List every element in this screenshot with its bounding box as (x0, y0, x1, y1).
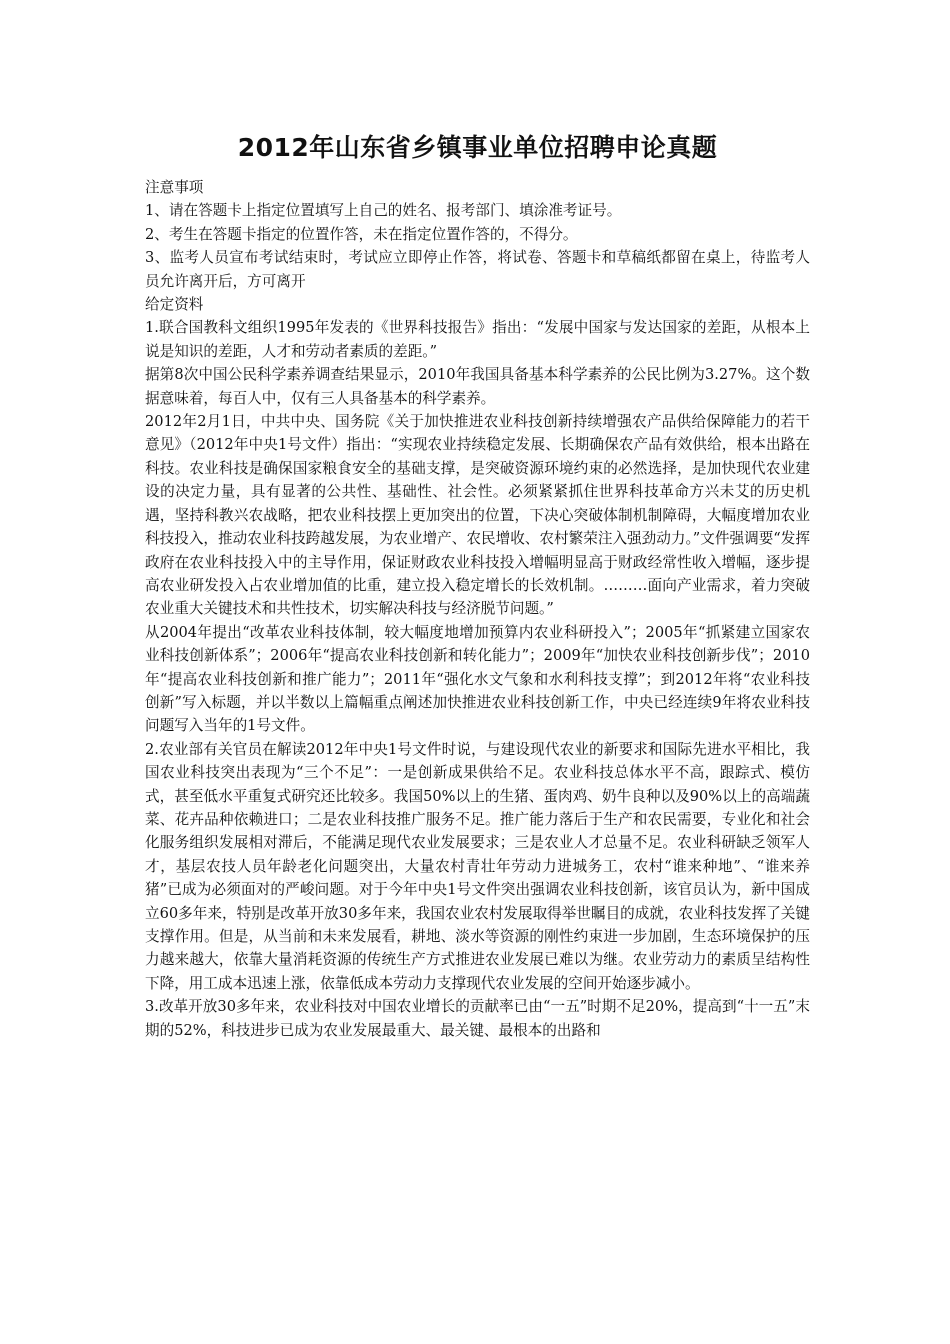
material-paragraph: 2.农业部有关官员在解读2012年中央1号文件时说，与建设现代农业的新要求和国际先进水平相比，我国农业科技突出表现为“三个不足”：一是创新成果供给不足。农业科技总体水平不高，跟踪式、模仿式，甚至低水平重复式研究还比较多。我国50%以上的生猪、蛋肉鸡、奶牛良种以及90%以上的高端蔬菜、花卉品种依赖进口；二是农业科技推广服务不足。推广能力落后于生产和农民需要，专业化和社会化服务组织发展相对滞后，不能满足现代农业发展要求；三是农业人才总量不足。农业科研缺乏领军人才，基层农技人员年龄老化问题突出，大量农村青壮年劳动力进城务工，农村“谁来种地”、“谁来养猪”已成为必须面对的严峻问题。对于今年中央1号文件突出强调农业科技创新，该官员认为，新中国成立60多年来，特别是改革开放30多年来，我国农业农村发展取得举世瞩目的成就，农业科技发挥了关键支撑作用。但是，从当前和未来发展看，耕地、淡水等资源的刚性约束进一步加剧，生态环境保护的压力越来越大，依靠大量消耗资源的传统生产方式推进农业发展已难以为继。农业劳动力的素质呈结构性下降，用工成本迅速上涨，依靠低成本劳动力支撑现代农业发展的空间开始逐步减小。 (145, 740, 810, 992)
material-paragraph: 1.联合国教科文组织1995年发表的《世界科技报告》指出：“发展中国家与发达国家的差距，从根本上说是知识的差距，人才和劳动者素质的差距。” (145, 319, 810, 360)
material-paragraph: 据第8次中国公民科学素养调查结果显示，2010年我国具备基本科学素养的公民比例为3.27%。这个数据意味着，每百人中，仅有三人具备基本的科学素养。 (145, 366, 810, 407)
document-body (145, 176, 810, 1042)
notice-item: 3、监考人员宣布考试结束时，考试应立即停止作答，将试卷、答题卡和草稿纸都留在桌上，待监考人员允许离开后，方可离开 (145, 249, 810, 290)
notice-heading: 注意事项 (145, 179, 204, 196)
material-paragraph: 从2004年提出“改革农业科技体制，较大幅度地增加预算内农业科研投入”；2005年“抓紧建立国家农业科技创新体系”；2006年“提高农业科技创新和转化能力”；2009年“加快农业科技创新步伐”；2010年“提高农业科技创新和推广能力”；2011年“强化水文气象和水利科技支撑”；到2012年将“农业科技创新”写入标题，并以半数以上篇幅重点阐述加快推进农业科技创新工作，中央已经连续9年将农业科技问题写入当年的1号文件。 (145, 623, 810, 735)
notice-item: 2、考生在答题卡指定的位置作答，未在指定位置作答的，不得分。 (145, 225, 578, 243)
materials-heading: 给定资料 (145, 296, 204, 314)
document-page (145, 128, 810, 1042)
document-title: 2012年山东省乡镇事业单位招聘申论真题 (237, 133, 718, 162)
material-paragraph: 3.改革开放30多年来，农业科技对中国农业增长的贡献率已由“一五”时期不足20%，提高到“十一五”末期的52%，科技进步已成为农业发展最重大、最关键、最根本的出路和 (145, 998, 810, 1039)
material-paragraph: 2012年2月1日，中共中央、国务院《关于加快推进农业科技创新持续增强农产品供给保障能力的若干意见》（2012年中央1号文件）指出：“实现农业持续稳定发展、长期确保农产品有效供给，根本出路在科技。农业科技是确保国家粮食安全的基础支撑，是突破资源环境约束的必然选择，是加快现代农业建设的决定力量，具有显著的公共性、基础性、社会性。必须紧紧抓住世界科技革命方兴未艾的历史机遇，坚持科教兴农战略，把农业科技摆上更加突出的位置，下决心突破体制机制障碍，大幅度增加农业科技投入，推动农业科技跨越发展，为农业增产、农民增收、农村繁荣注入强劲动力。”文件强调要“发挥政府在农业科技投入中的主导作用，保证财政农业科技投入增幅明显高于财政经常性收入增幅，逐步提高农业研发投入占农业增加值的比重，建立投入稳定增长的长效机制。………面向产业需求，着力突破农业重大关键技术和共性技术，切实解决科技与经济脱节问题。” (145, 413, 810, 618)
notice-item: 1、请在答题卡上指定位置填写上自己的姓名、报考部门、填涂准考证号。 (145, 202, 622, 220)
